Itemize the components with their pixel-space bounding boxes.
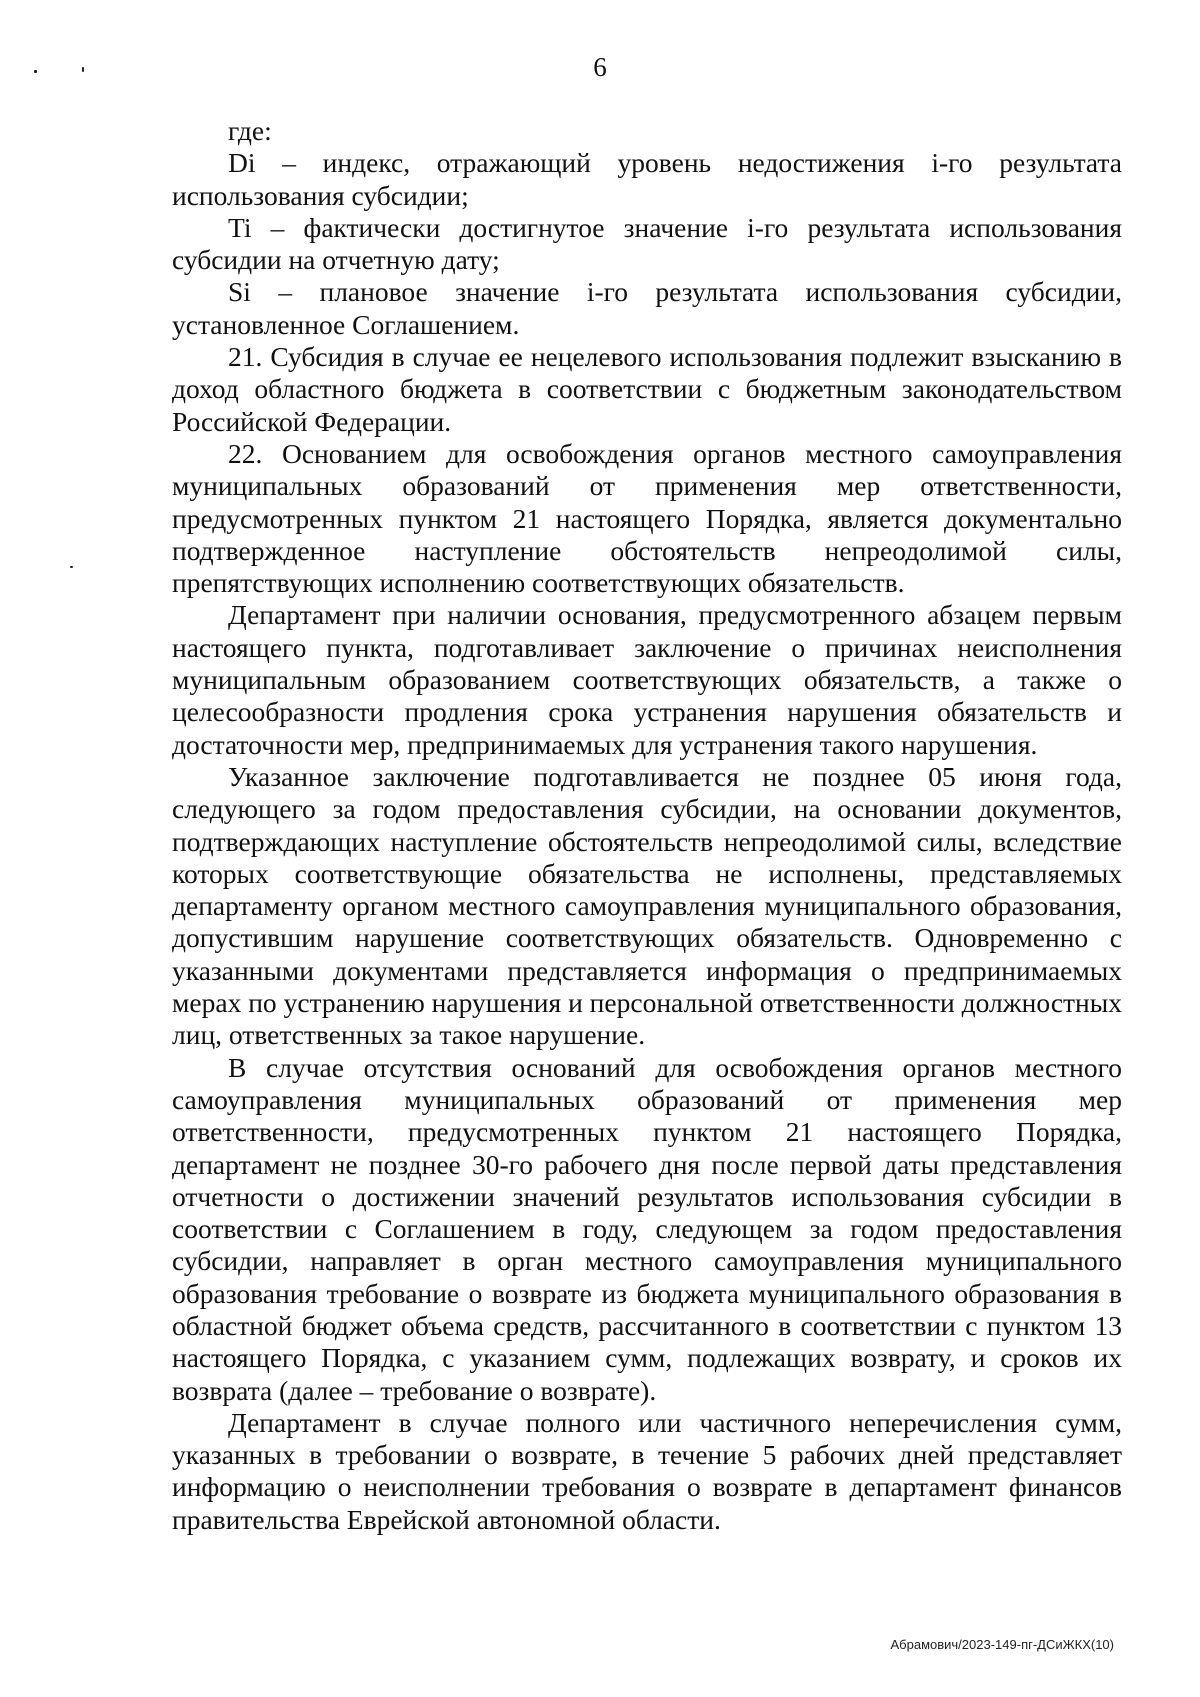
scan-speck [70,566,73,568]
paragraph-22: 22. Основанием для освобождения органов местного самоуправления муниципальных образований от применения мер ответственности, предусмотренных пунктом 21 настоящего Порядка, является документально подтвержденное наступление обстоятельств непреодолимой силы, препятствующих исполнению соответствующих обязательств. [172,437,1122,599]
paragraph-non-transfer: Департамент в случае полного или частичного неперечисления сумм, указанных в требовании о возврате, в течение 5 рабочих дней представляет информацию о неисполнении требования о возврате в департамент финансов правительства Еврейской автономной области. [172,1406,1122,1535]
paragraph-department-conclusion: Департамент при наличии основания, предусмотренного абзацем первым настоящего пункта, подготавливает заключение о причинах неисполнения муниципальным образованием соответствующих обязательств, а также о целесообразности продления срока устранения нарушения обязательств и достаточности мер, предпринимаемых для устранения такого нарушения. [172,599,1122,760]
paragraph-21: 21. Субсидия в случае ее нецелевого использования подлежит взысканию в доход областного бюджета в соответствии с бюджетным законодательством Российской Федерации. [172,341,1122,437]
paragraph-di-definition: Di – индекс, отражающий уровень недостижения i-го результата использования субсидии; [172,147,1122,211]
document-footer-code: Абрамович/2023-149-пг-ДСиЖКХ(10) [890,1637,1114,1652]
paragraph-conclusion-deadline: Указанное заключение подготавливается не позднее 05 июня года, следующего за годом предоставления субсидии, на основании документов, подтверждающих наступление обстоятельств непреодолимой силы, вследствие которых соответствующие обязательства не исполнены, представляемых департаменту органом местного самоуправления муниципального образования, допустившим нарушение соответствующих обязательств. Одновременно с указанными документами представляется информация о предпринимаемых мерах по устранению нарушения и персональной ответственности должностных лиц, ответственных за такое нарушение. [172,760,1122,1051]
paragraph-where: где: [228,115,272,146]
paragraph-no-grounds: В случае отсутствия оснований для освобождения органов местного самоуправления муниципальных образований от применения мер ответственности, предусмотренных пунктом 21 настоящего Порядка, департамент не позднее 30-го рабочего дня после первой даты представления отчетности о достижении значений результатов использования субсидии в соответствии с Соглашением в году, следующем за годом предоставления субсидии, направляет в орган местного самоуправления муниципального образования требование о возврате из бюджета муниципального образования в областной бюджет объема средств, рассчитанного в соответствии с пунктом 13 настоящего Порядка, с указанием сумм, подлежащих возврату, и сроков их возврата (далее – требование о возврате). [172,1051,1122,1406]
paragraph-si-definition: Si – плановое значение i-го результата использования субсидии, установленное Соглашением. [172,276,1122,340]
page-number: 6 [593,52,607,82]
document-body [172,115,1122,1536]
paragraph-ti-definition: Ti – фактически достигнутое значение i-го результата использования субсидии на отчетную дату; [172,211,1122,276]
